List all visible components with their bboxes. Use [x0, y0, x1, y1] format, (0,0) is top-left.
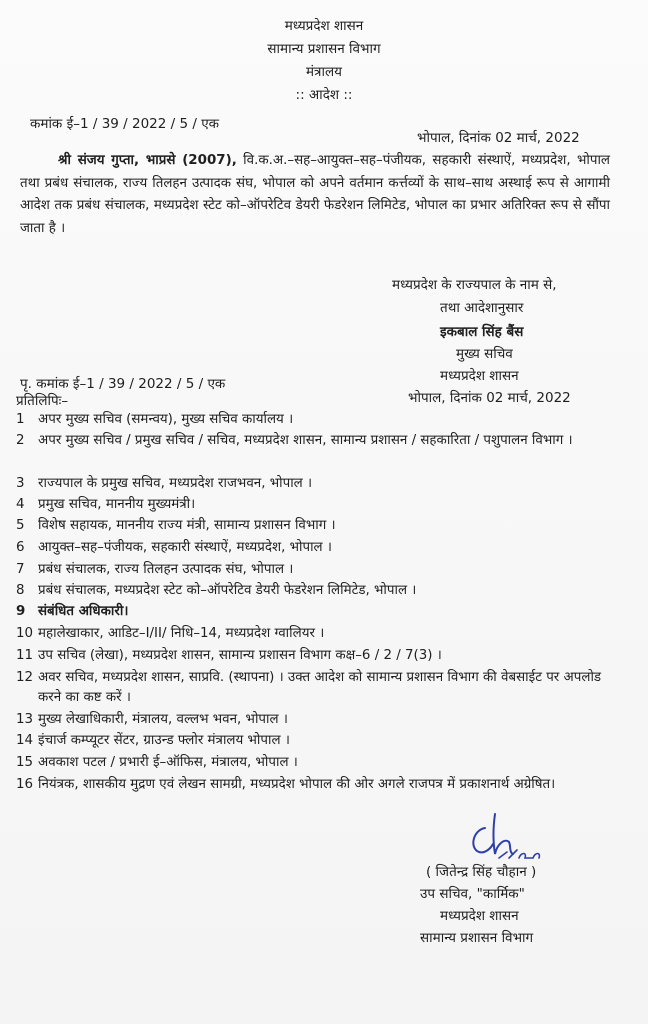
authority-line1: मध्यप्रदेश के राज्यपाल के नाम से,: [392, 277, 557, 293]
header-government: मध्यप्रदेश शासन: [284, 18, 364, 34]
header-ministry: मंत्रालय: [305, 64, 342, 80]
authority-date: भोपाल, दिनांक 02 मार्च, 2022: [408, 390, 571, 406]
signatory-designation: उप सचिव, "कार्मिक": [420, 886, 525, 902]
authority-govt: मध्यप्रदेश शासन: [440, 368, 519, 384]
signatory-name: ( जितेन्द्र सिंह चौहान ): [426, 864, 537, 880]
order-date: भोपाल, दिनांक 02 मार्च, 2022: [417, 130, 580, 146]
body-lead: श्री संजय गुप्ता, भाप्रसे (2007),: [58, 153, 237, 168]
order-document: मध्यप्रदेश शासन सामान्य प्रशासन विभाग मंत्रालय :: आदेश :: कमांक ई–1 / 39 / 2022 / 5 / एक भोपाल, दिनांक 02 मार्च, 2022 श्री संजय गुप्ता, भाप्रसे (2007), वि.क.अ.–सह–आयुक्त–सह–पंजीयक, सहकारी संस्थाऐं, मध्यप्रदेश, भोपाल तथा प्रबंध संचालक, राज्य तिलहन उत्पादक संघ, भोपाल को अपने वर्तमान कर्त्तव्यों के साथ–साथ अस्थाई रूप से आगामी आदेश तक प्रबंध संचालक, मध्यप्रदेश स्टेट को–ऑपरेटिव डेयरी फेडरेशन लिमिटेड, भोपाल का प्रभार अतिरिक्त रूप से सौंपा जाता है । मध्यप्रदेश के राज्यपाल के नाम से, तथा आदेशानुसार इकबाल सिंह बैंस मुख्य सचिव मध्यप्रदेश शासन पृ. कमांक ई–1 / 39 / 2022 / 5 / एक भोपाल, दिनांक 02 मार्च, 2022 प्रतिलिपिः– 1 अपर मुख्य सचिव (समन्वय), मुख्य सचिव कार्यालय । 2 अपर मुख्य सचिव / प्रमुख सचिव / सचिव, मध्यप्रदेश शासन, सामान्य प्रशासन / सहकारिता / पशुपालन विभाग । 3 राज्यपाल के प्रमुख सचिव, मध्यप्रदेश राजभवन, भोपाल । 4 प्रमुख सचिव, माननीय मुख्यमंत्री। 5 विशेष सहायक, माननीय राज्य मंत्री, सामान्य प्रशासन विभाग । 6 आयुक्त–सह–पंजीयक, सहकारी संस्थाऐं, मध्यप्रदेश, भोपाल । 7 प्रबंध संचालक, राज्य तिलहन उत्पादक संघ, भोपाल । 8 प्रबंध संचालक, मध्यप्रदेश स्टेट को–ऑपरेटिव डेयरी फेडरेशन लिमिटेड, भोपाल । 9 संबंधित अधिकारी। 10 महालेखाकार, आडिट–I/II/ निधि–14, मध्यप्रदेश ग्वालियर । 11 उप सचिव (लेखा), मध्यप्रदेश शासन, सामान्य प्रशासन विभाग कक्ष–6 / 2 / 7(3) । 12 अवर सचिव, मध्यप्रदेश शासन, साप्रवि. (स्थापना) । उक्त आदेश को सामान्य प्रशासन विभाग की वेबसाईट पर अपलोड करने का कष्ट करें । 13 मुख्य लेखाधिकारी, मंत्रालय, वल्लभ भवन, भोपाल । 14 इंचार्ज कम्प्यूटर सेंटर, ग्राउन्ड फ्लोर मंत्रालय भोपाल । 15 अवकाश पटल / प्रभारी ई–ऑफिस, मंत्रालय, भोपाल । 16 नियंत्रक, शासकीय मुद्रण एवं लेखन सामग्री, मध्यप्रदेश भोपाल की ओर अगले राजपत्र में प्रकाशनार्थ अग्रेषित। ( जितेन्द्र सिंह चौहान ) उप सचिव, "कार्मिक" मध्यप्रदेश शासन सामान्य प्रशासन विभाग: [0, 0, 648, 1024]
authority-name: इकबाल सिंह बैंस: [440, 324, 524, 340]
signatory-govt: मध्यप्रदेश शासन: [440, 908, 519, 924]
handwritten-signature-icon: [455, 808, 565, 870]
header-department: सामान्य प्रशासन विभाग: [267, 41, 381, 57]
authority-designation: मुख्य सचिव: [456, 346, 513, 362]
endorsement-number: पृ. कमांक ई–1 / 39 / 2022 / 5 / एक: [20, 376, 226, 392]
order-body: [20, 150, 610, 240]
order-number: कमांक ई–1 / 39 / 2022 / 5 / एक: [30, 116, 220, 132]
header-order-title: :: आदेश ::: [295, 87, 353, 103]
cc-label: प्रतिलिपिः–: [16, 393, 69, 409]
signatory-dept: सामान्य प्रशासन विभाग: [420, 930, 534, 946]
authority-line2: तथा आदेशानुसार: [440, 300, 524, 316]
body-text: वि.क.अ.–सह–आयुक्त–सह–पंजीयक, सहकारी संस्थाऐं, मध्यप्रदेश, भोपाल तथा प्रबंध संचालक, राज्य तिलहन उत्पादक संघ, भोपाल को अपने वर्तमान कर्त्तव्यों के साथ–साथ अस्थाई रूप से आगामी आदेश तक प्रबंध संचालक, मध्यप्रदेश स्टेट को–ऑपरेटिव डेयरी फेडरेशन लिमिटेड, भोपाल का प्रभार अतिरिक्त रूप से सौंपा जाता है ।: [20, 153, 610, 236]
